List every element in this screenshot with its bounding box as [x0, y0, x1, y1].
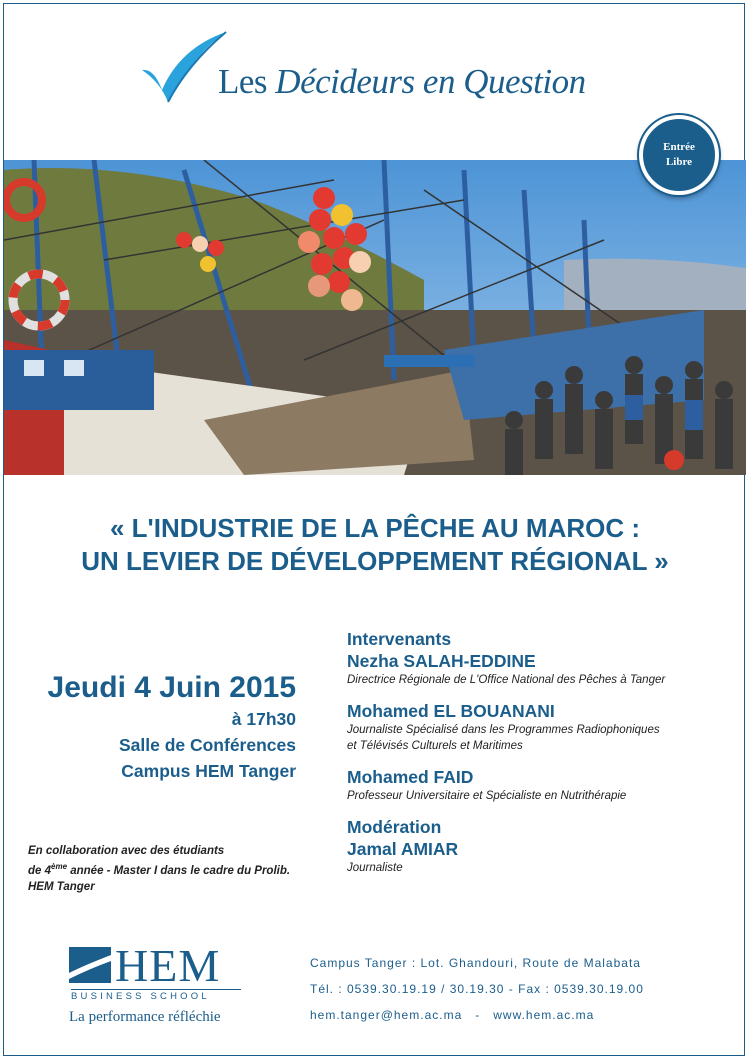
free-entry-badge [639, 115, 719, 195]
brand-header [140, 30, 640, 110]
speaker-role: Professeur Universitaire et Spécialiste en Nutrithérapie [347, 790, 627, 802]
badge-line-1: Entrée [663, 141, 695, 153]
speakers-panel [347, 628, 737, 876]
brand-title: Les Décideurs en Question [218, 62, 586, 101]
speaker-name: Mohamed FAID [347, 767, 474, 787]
hem-swoosh-icon [69, 947, 111, 983]
brand-checkmark-icon [140, 30, 230, 105]
speaker-name: Nezha SALAH-EDDINE [347, 651, 536, 671]
hem-logo-text: HEM [115, 940, 221, 991]
contact-web[interactable]: hem.tanger@hem.ac.ma - www.hem.ac.ma [310, 1008, 595, 1022]
speaker-role: Journaliste Spécialisé dans les Programmes Radiophoniques [347, 724, 660, 736]
collab-line-2: de 4ème année - Master I dans le cadre du Prolib. [28, 862, 291, 877]
speaker-name: Mohamed EL BOUANANI [347, 701, 555, 721]
contact-info [310, 950, 730, 1028]
contact-phones: Tél. : 0539.30.19.19 / 30.19.30 - Fax : 0539.30.19.00 [310, 982, 644, 996]
fishing-boats-illustration [4, 160, 746, 475]
title-line-2: UN LEVIER DE DÉVELOPPEMENT RÉGIONAL » [81, 546, 669, 576]
event-date: Jeudi 4 Juin 2015 [47, 671, 296, 704]
title-line-1: « L'INDUSTRIE DE LA PÊCHE AU MAROC : [109, 513, 641, 543]
speaker-role-cont: et Télévisés Culturels et Maritimes [347, 740, 523, 752]
moderator-name: Jamal AMIAR [347, 839, 459, 859]
fishing-port-photo [4, 160, 746, 475]
event-details [0, 670, 296, 784]
collaboration-note [28, 843, 328, 895]
contact-address: Campus Tanger : Lot. Ghandouri, Route de Malabata [310, 956, 641, 970]
moderation-heading: Modération [347, 817, 442, 837]
event-venue: Salle de Conférences [118, 735, 296, 755]
event-campus: Campus HEM Tanger [121, 761, 296, 781]
hem-slogan: La performance réfléchie [69, 1009, 221, 1025]
badge-line-2: Libre [665, 156, 693, 168]
collab-line-1: En collaboration avec des étudiants [28, 845, 225, 857]
speakers-heading: Intervenants [347, 629, 452, 649]
event-title [0, 512, 750, 578]
speaker-role: Directrice Régionale de L'Office National des Pêches à Tanger [347, 674, 666, 686]
hem-business-school: BUSINESS SCHOOL [71, 989, 241, 1002]
collab-line-3: HEM Tanger [28, 880, 95, 893]
event-time: à 17h30 [231, 709, 296, 729]
moderator-role: Journaliste [347, 862, 403, 874]
